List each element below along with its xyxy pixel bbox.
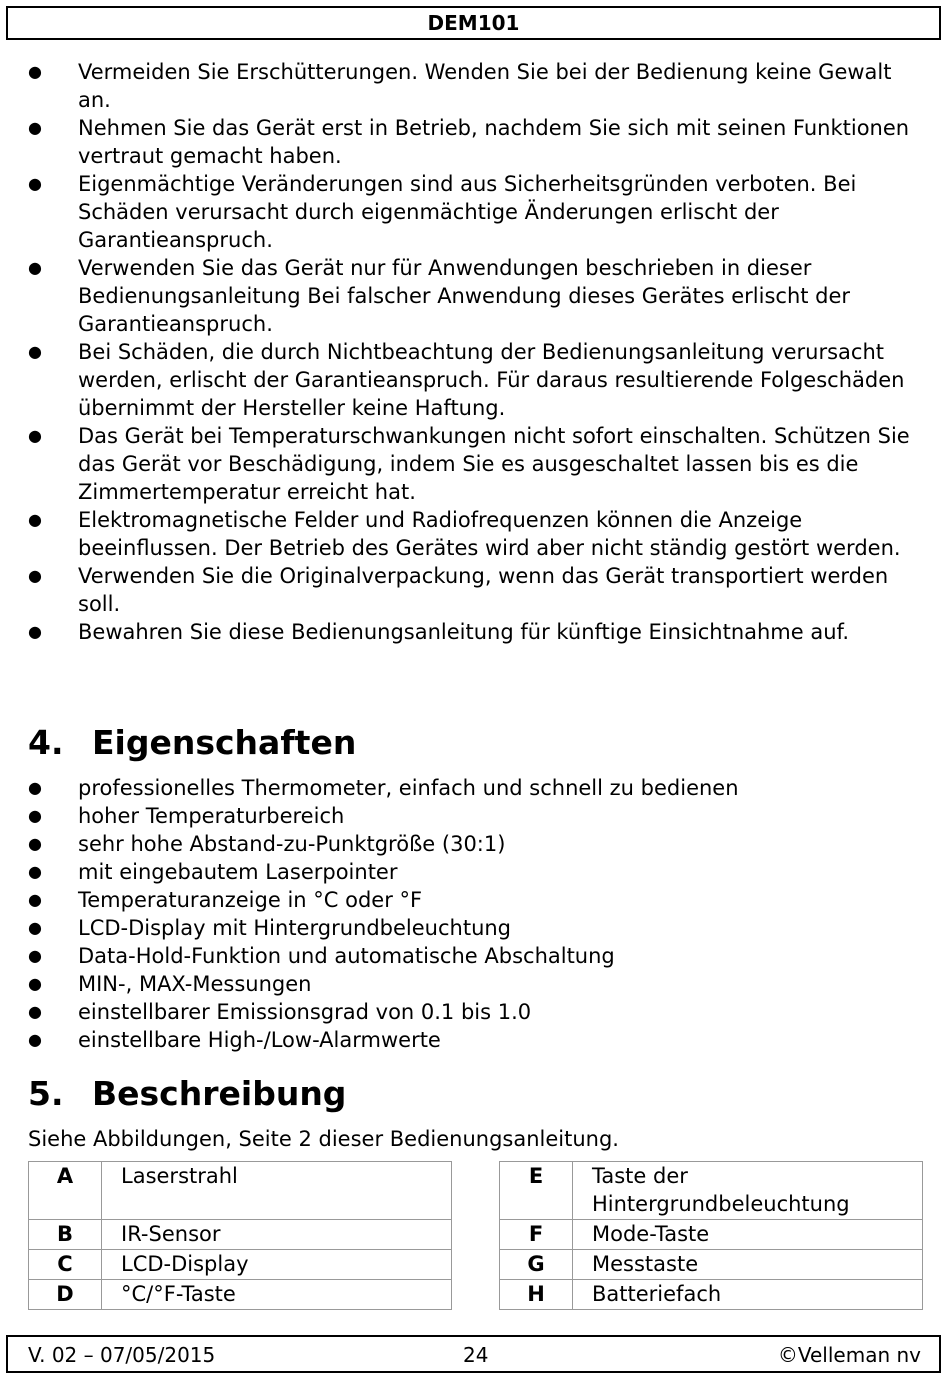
list-item: ● LCD-Display mit Hintergrundbeleuchtung bbox=[28, 916, 512, 940]
list-item: ● Data-Hold-Funktion und automatische Abschaltung bbox=[28, 944, 615, 968]
bullet-icon: ● bbox=[28, 426, 42, 445]
bullet-icon: ● bbox=[28, 566, 42, 585]
legend-key: H bbox=[500, 1280, 573, 1310]
table-row bbox=[500, 1250, 923, 1280]
bullet-icon: ● bbox=[28, 118, 42, 137]
bullet-icon: ● bbox=[28, 62, 42, 81]
list-item: ● MIN-, MAX-Messungen bbox=[28, 972, 312, 996]
legend-label: LCD-Display bbox=[102, 1250, 452, 1280]
section-intro-text: Siehe Abbildungen, Seite 2 dieser Bedienungsanleitung. bbox=[28, 1127, 619, 1151]
list-item: ● Bewahren Sie diese Bedienungsanleitung für künftige Einsichtnahme auf. bbox=[28, 620, 850, 644]
section-number: 5. bbox=[28, 1074, 64, 1113]
list-item: ● einstellbarer Emissionsgrad von 0.1 bis 1.0 bbox=[28, 1000, 532, 1024]
legend-label: Laserstrahl bbox=[102, 1162, 452, 1220]
table-row bbox=[500, 1280, 923, 1310]
page-footer bbox=[6, 1335, 941, 1373]
bullet-icon: ● bbox=[28, 258, 42, 277]
legend-label: IR-Sensor bbox=[102, 1220, 452, 1250]
bullet-icon: ● bbox=[28, 918, 42, 937]
table-row bbox=[29, 1250, 452, 1280]
legend-key: G bbox=[500, 1250, 573, 1280]
legend-key: E bbox=[500, 1162, 573, 1220]
list-item: ● Das Gerät bei Temperaturschwankungen nicht sofort einschalten. Schützen Sie das Gerät vor Beschädigung, indem Sie es ausgeschaltet lassen bis es die Zimmertemperatur erreicht hat. bbox=[28, 424, 910, 504]
list-item: ● sehr hohe Abstand-zu-Punktgröße (30:1) bbox=[28, 832, 506, 856]
safety-bullet-list bbox=[0, 58, 928, 646]
legend-key: F bbox=[500, 1220, 573, 1250]
bullet-icon: ● bbox=[28, 806, 42, 825]
page-header bbox=[6, 6, 941, 40]
legend-table-left bbox=[28, 1161, 452, 1310]
list-item: ● Temperaturanzeige in °C oder °F bbox=[28, 888, 423, 912]
bullet-icon: ● bbox=[28, 946, 42, 965]
bullet-icon: ● bbox=[28, 890, 42, 909]
list-item: ● Nehmen Sie das Gerät erst in Betrieb, nachdem Sie sich mit seinen Funktionen vertraut gemacht haben. bbox=[28, 116, 910, 168]
bullet-icon: ● bbox=[28, 1030, 42, 1049]
bullet-icon: ● bbox=[28, 510, 42, 529]
list-item: ● Elektromagnetische Felder und Radiofrequenzen können die Anzeige beeinflussen. Der Betrieb des Gerätes wird aber nicht ständig gestört werden. bbox=[28, 508, 901, 560]
table-row bbox=[500, 1162, 923, 1220]
footer-page-number: 24 bbox=[463, 1343, 489, 1367]
list-item: ● mit eingebautem Laserpointer bbox=[28, 860, 398, 884]
list-item: ● Verwenden Sie die Originalverpackung, wenn das Gerät transportiert werden soll. bbox=[28, 564, 889, 616]
legend-key: D bbox=[29, 1280, 102, 1310]
list-item: ● Bei Schäden, die durch Nichtbeachtung der Bedienungsanleitung verursacht werden, erlischt der Garantieanspruch. Für daraus resultierende Folgeschäden übernimmt der Hersteller keine Haftung. bbox=[28, 340, 905, 420]
list-item: ● Vermeiden Sie Erschütterungen. Wenden Sie bei der Bedienung keine Gewalt an. bbox=[28, 60, 892, 112]
legend-label: Taste der Hintergrundbeleuchtung bbox=[573, 1162, 923, 1220]
table-row bbox=[29, 1162, 452, 1220]
section-number: 4. bbox=[28, 723, 64, 762]
bullet-icon: ● bbox=[28, 342, 42, 361]
footer-copyright: ©Velleman nv bbox=[777, 1343, 921, 1367]
section-title: Eigenschaften bbox=[92, 723, 357, 762]
legend-label: Mode-Taste bbox=[573, 1220, 923, 1250]
bullet-icon: ● bbox=[28, 1002, 42, 1021]
bullet-icon: ● bbox=[28, 974, 42, 993]
table-row bbox=[500, 1220, 923, 1250]
document-title: DEM101 bbox=[427, 11, 520, 35]
legend-key: C bbox=[29, 1250, 102, 1280]
section-heading-beschreibung bbox=[28, 1074, 346, 1114]
table-row bbox=[29, 1220, 452, 1250]
bullet-icon: ● bbox=[28, 778, 42, 797]
footer-version: V. 02 – 07/05/2015 bbox=[28, 1343, 216, 1367]
bullet-icon: ● bbox=[28, 622, 42, 641]
features-bullet-list bbox=[0, 774, 928, 1054]
table-row bbox=[29, 1280, 452, 1310]
section-heading-eigenschaften bbox=[28, 723, 356, 763]
section-title: Beschreibung bbox=[92, 1074, 347, 1113]
list-item: ● Eigenmächtige Veränderungen sind aus Sicherheitsgründen verboten. Bei Schäden verursacht durch eigenmächtige Änderungen erlischt der Garantieanspruch. bbox=[28, 172, 857, 252]
legend-label: Batteriefach bbox=[573, 1280, 923, 1310]
list-item: ● einstellbare High-/Low-Alarmwerte bbox=[28, 1028, 441, 1052]
bullet-icon: ● bbox=[28, 862, 42, 881]
legend-key: A bbox=[29, 1162, 102, 1220]
list-item: ● Verwenden Sie das Gerät nur für Anwendungen beschrieben in dieser Bedienungsanleitung Bei falscher Anwendung dieses Gerätes erlischt der Garantieanspruch. bbox=[28, 256, 851, 336]
legend-label: °C/°F-Taste bbox=[102, 1280, 452, 1310]
legend-label: Messtaste bbox=[573, 1250, 923, 1280]
bullet-icon: ● bbox=[28, 174, 42, 193]
list-item: ● hoher Temperaturbereich bbox=[28, 804, 345, 828]
legend-key: B bbox=[29, 1220, 102, 1250]
list-item: ● professionelles Thermometer, einfach und schnell zu bedienen bbox=[28, 776, 739, 800]
legend-table-right bbox=[499, 1161, 923, 1310]
bullet-icon: ● bbox=[28, 834, 42, 853]
